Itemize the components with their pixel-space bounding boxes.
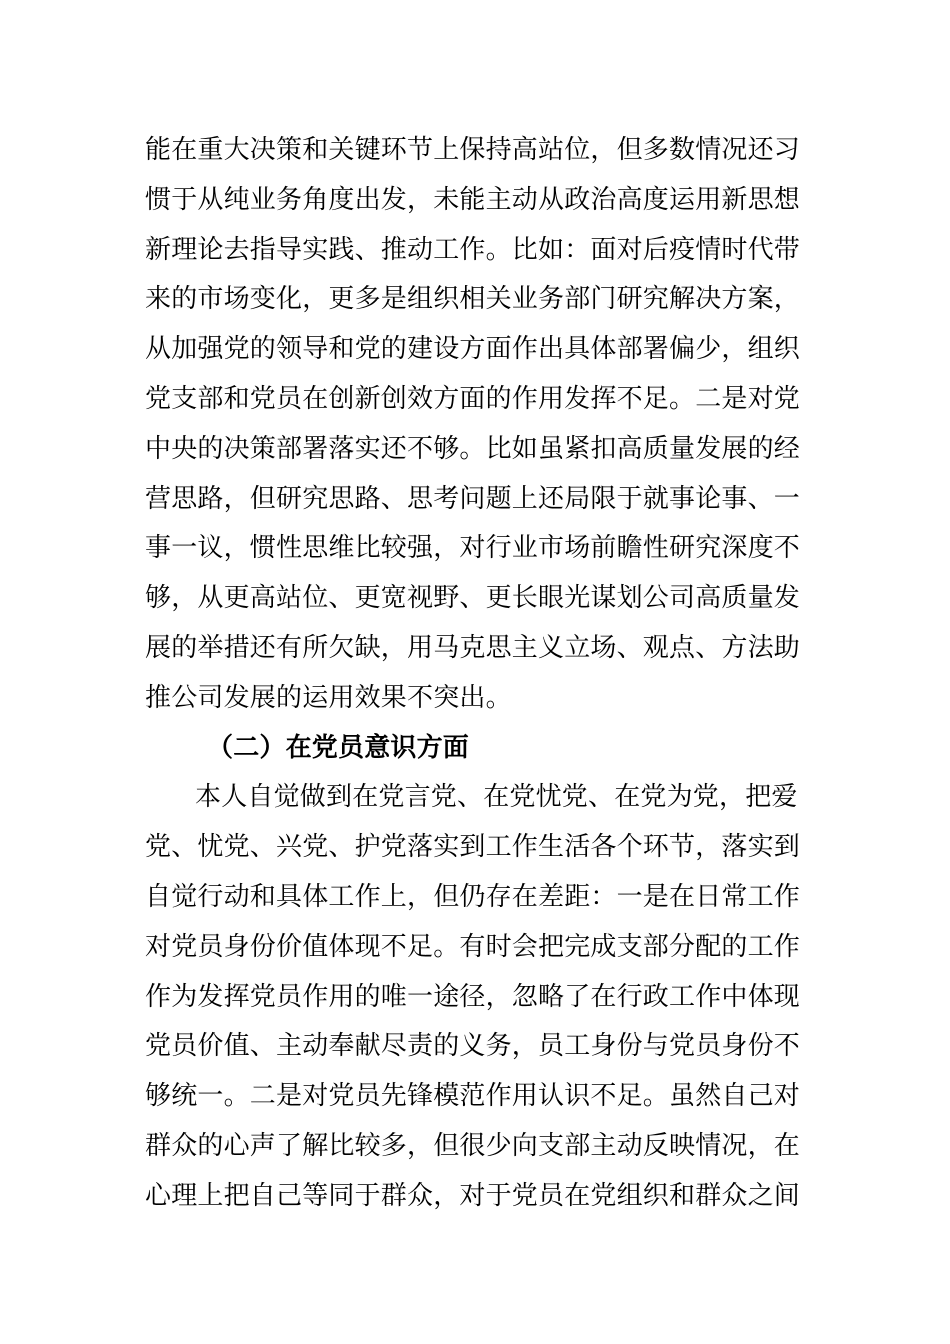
paragraph-line: 自觉行动和具体工作上，但仍存在差距：一是在日常工作: [145, 881, 801, 912]
paragraph-line: 党员价值、主动奉献尽责的义务，员工身份与党员身份不: [145, 1031, 801, 1062]
paragraph-line: 够统一。二是对党员先锋模范作用认识不足。虽然自己对: [145, 1081, 801, 1112]
paragraph-line: 来的市场变化，更多是组织相关业务部门研究解决方案，: [145, 284, 801, 315]
paragraph-line: 群众的心声了解比较多，但很少向支部主动反映情况，在: [145, 1130, 801, 1161]
paragraph-line: 心理上把自己等同于群众，对于党员在党组织和群众之间: [145, 1180, 801, 1211]
paragraph-line: 事一议，惯性思维比较强，对行业市场前瞻性研究深度不: [145, 533, 801, 564]
document-body: [145, 126, 815, 1222]
paragraph-line: 从加强党的领导和党的建设方面作出具体部署偏少，组织: [145, 334, 801, 365]
paragraph-line: 中央的决策部署落实还不够。比如虽紧扣高质量发展的经: [145, 433, 801, 464]
paragraph-line: 惯于从纯业务角度出发，未能主动从政治高度运用新思想: [145, 184, 801, 215]
paragraph-line: 营思路，但研究思路、思考问题上还局限于就事论事、一: [145, 483, 801, 514]
paragraph-line: 够，从更高站位、更宽视野、更长眼光谋划公司高质量发: [145, 583, 801, 614]
paragraph-line: 展的举措还有所欠缺，用马克思主义立场、观点、方法助: [145, 632, 801, 663]
paragraph-line: 新理论去指导实践、推动工作。比如：面对后疫情时代带: [145, 234, 801, 265]
paragraph-line: 推公司发展的运用效果不突出。: [145, 682, 512, 713]
paragraph-line: 能在重大决策和关键环节上保持高站位，但多数情况还习: [145, 135, 801, 165]
section-heading: （二）在党员意识方面: [207, 732, 470, 763]
paragraph-line: 对党员身份价值体现不足。有时会把完成支部分配的工作: [145, 931, 801, 962]
paragraph-line: 党支部和党员在创新创效方面的作用发挥不足。二是对党: [145, 383, 801, 414]
paragraph-line: 党、忧党、兴党、护党落实到工作生活各个环节，落实到: [145, 832, 801, 863]
paragraph-line: 作为发挥党员作用的唯一途径，忽略了在行政工作中体现: [145, 981, 801, 1012]
paragraph-line: 本人自觉做到在党言党、在党忧党、在党为党，把爱: [195, 782, 798, 813]
